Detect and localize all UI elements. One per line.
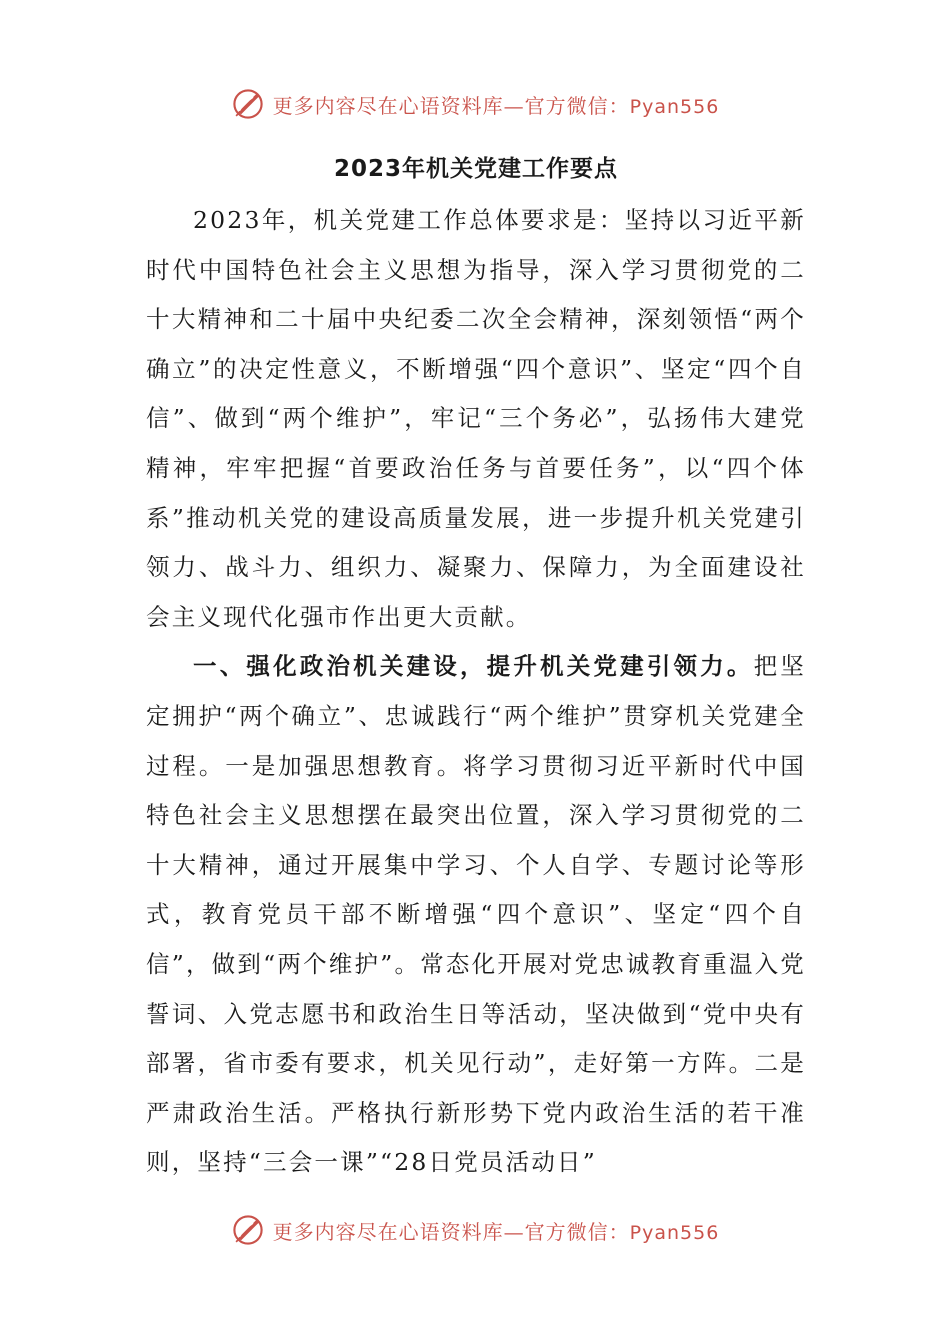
watermark-text-cn: 更多内容尽在心语资料库—官方微信： [272,1219,630,1244]
watermark-text [273,1216,720,1245]
watermark-text [273,90,720,119]
section-1-paragraph [146,642,806,1188]
header-watermark [0,84,950,124]
document-body [146,150,806,1188]
watermark-wechat-id: Pyan556 [629,1221,720,1244]
section-1-heading: 一、强化政治机关建设，提升机关党建引领力。 [193,652,754,681]
intro-paragraph: 2023年，机关党建工作总体要求是：坚持以习近平新时代中国特色社会主义思想为指导，深入学习贯彻党的二十大精神和二十届中央纪委二次全会精神，深刻领悟“两个确立”的决定性意义，不断增强“四个意识”、坚定“四个自信”、做到“两个维护”，牢记“三个务必”，弘扬伟大建党精神，牢牢把握“首要政治任务与首要任务”，以“四个体系”推动机关党的建设高质量发展，进一步提升机关党建引领力、战斗力、组织力、凝聚力、保障力，为全面建设社会主义现代化强市作出更大贡献。 [146,206,806,631]
section-1-body: 把坚定拥护“两个确立”、忠诚践行“两个维护”贯穿机关党建全过程。一是加强思想教育。将学习贯彻习近平新时代中国特色社会主义思想摆在最突出位置，深入学习贯彻党的二十大精神，通过开展集中学习、个人自学、专题讨论等形式，教育党员干部不断增强“四个意识”、坚定“四个自信”，做到“两个维护”。常态化开展对党忠诚教育重温入党誓词、入党志愿书和政治生日等活动，坚决做到“党中央有部署，省市委有要求，机关见行动”，走好第一方阵。二是严肃政治生活。严格执行新形势下党内政治生活的若干准则，坚持“三会一课”“28日党员活动日” [146,652,807,1177]
footer-watermark [0,1210,950,1250]
quill-logo-icon [231,87,265,121]
watermark-wechat-id: Pyan556 [629,95,720,118]
quill-logo-icon [231,1213,265,1247]
document-title: 2023年机关党建工作要点 [333,156,618,182]
watermark-text-cn: 更多内容尽在心语资料库—官方微信： [272,93,630,118]
